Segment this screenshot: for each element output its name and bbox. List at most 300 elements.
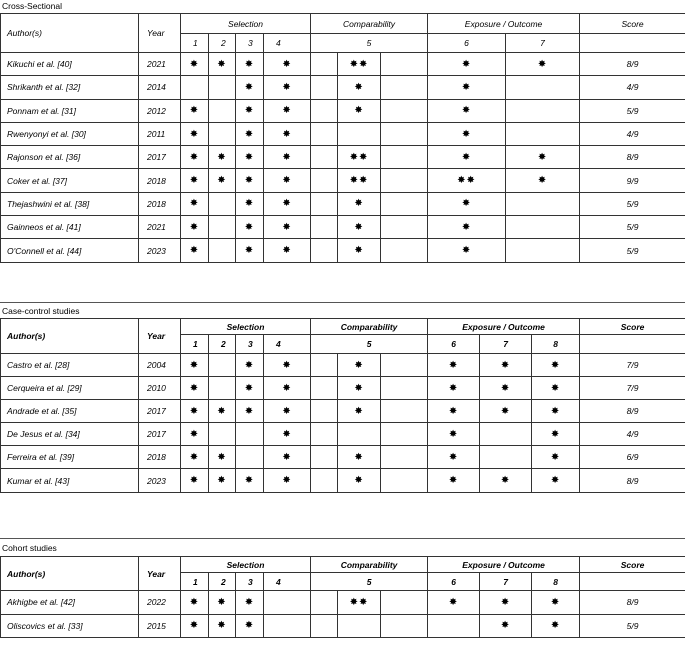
- author-cell: Gainneos et al. [41]: [1, 216, 139, 239]
- header-row: [1, 14, 685, 34]
- sub-6: 6: [428, 573, 480, 591]
- exposure-6-cell: [428, 377, 480, 400]
- col-exposure: Exposure / Outcome: [428, 557, 580, 573]
- year-cell: 2018: [139, 169, 181, 192]
- year-cell: 2004: [139, 354, 181, 377]
- author-cell: Ponnam et al. [31]: [1, 99, 139, 122]
- star-mark: ✸: [244, 128, 255, 140]
- table-row: [1, 354, 685, 377]
- col-author: Author(s): [1, 319, 139, 354]
- star-mark: ✸: [282, 221, 292, 233]
- sub-7: 7: [480, 573, 532, 591]
- star-mark: ✸: [500, 359, 511, 371]
- star-mark: ✸: [500, 382, 511, 394]
- author-cell: Rajonson et al. [36]: [1, 146, 139, 169]
- score-cell: 5/9: [580, 216, 685, 239]
- selection-1-cell: [181, 146, 209, 169]
- exposure-6-cell: [428, 169, 506, 192]
- section-divider: [0, 302, 685, 303]
- selection-4-cell: [264, 99, 311, 122]
- score-cell: 4/9: [580, 423, 685, 446]
- selection-1-cell: [181, 192, 209, 215]
- star-mark: ✸: [282, 428, 292, 440]
- sub-5: 5: [311, 335, 428, 354]
- selection-2-cell: [209, 614, 236, 638]
- star-mark: ✸: [189, 475, 200, 487]
- selection-3-cell: [236, 216, 264, 239]
- star-mark: ✸: [217, 175, 227, 187]
- selection-3-cell: [236, 122, 264, 145]
- sub-7: 7: [480, 335, 532, 354]
- star-mark: ✸: [354, 451, 364, 463]
- year-cell: 2018: [139, 446, 181, 469]
- star-mark: ✸: [217, 596, 227, 608]
- selection-2-cell: [209, 192, 236, 215]
- table-row: [1, 216, 685, 239]
- selection-4-cell: [264, 122, 311, 145]
- score-cell: 7/9: [580, 377, 685, 400]
- selection-3-cell: [236, 614, 264, 638]
- star-mark: ✸: [282, 382, 292, 394]
- star-mark: ✸: [461, 221, 472, 233]
- col-exposure: Exposure / Outcome: [428, 319, 580, 335]
- star-mark: ✸: [189, 382, 200, 394]
- star-mark: ✸: [354, 382, 364, 394]
- star-mark: ✸: [448, 475, 459, 487]
- case-control-table: [0, 318, 685, 493]
- col-year: Year: [139, 14, 181, 53]
- star-mark: ✸: [189, 198, 200, 210]
- selection-1-cell: [181, 614, 209, 638]
- star-mark: ✸: [189, 245, 200, 257]
- author-cell: Kikuchi et al. [40]: [1, 53, 139, 76]
- exposure-7-cell: [506, 192, 580, 215]
- exposure-6-cell: [428, 239, 506, 262]
- section-title-cohort: Cohort studies: [2, 543, 57, 553]
- star-mark: ✸: [461, 151, 472, 163]
- year-cell: 2022: [139, 591, 181, 615]
- col-author: Author(s): [1, 14, 139, 53]
- comparability-cell: [338, 614, 381, 638]
- col-score: Score: [580, 557, 685, 573]
- table-row: [1, 146, 685, 169]
- exposure-7-cell: [480, 354, 532, 377]
- star-mark: ✸: [550, 359, 561, 371]
- selection-3-cell: [236, 591, 264, 615]
- star-mark: ✸: [448, 428, 459, 440]
- sub-8: 8: [532, 573, 580, 591]
- selection-4-cell: [264, 354, 311, 377]
- selection-4-cell: [264, 400, 311, 423]
- exposure-7-cell: [506, 169, 580, 192]
- selection-3-cell: [236, 53, 264, 76]
- sub-4: 4: [264, 573, 311, 591]
- star-mark: ✸: [500, 475, 511, 487]
- year-cell: 2021: [139, 53, 181, 76]
- score-cell: 8/9: [580, 400, 685, 423]
- star-mark: ✸: [537, 151, 548, 163]
- exposure-6-cell: [428, 122, 506, 145]
- col-year: Year: [139, 319, 181, 354]
- star-mark: ✸: [217, 151, 227, 163]
- star-mark: ✸: [189, 175, 200, 187]
- exposure-6-cell: [428, 400, 480, 423]
- exposure-8-cell: [532, 400, 580, 423]
- col-exposure: Exposure / Outcome: [428, 14, 580, 34]
- score-cell: 4/9: [580, 122, 685, 145]
- table-row: [1, 53, 685, 76]
- table-row: [1, 192, 685, 215]
- star-mark: ✸: [448, 359, 459, 371]
- selection-3-cell: [236, 469, 264, 492]
- selection-3-cell: [236, 239, 264, 262]
- star-mark: ✸: [448, 451, 459, 463]
- star-mark: ✸: [537, 175, 548, 187]
- exposure-7-cell: [480, 591, 532, 615]
- author-cell: Thejashwini et al. [38]: [1, 192, 139, 215]
- selection-1-cell: [181, 354, 209, 377]
- selection-4-cell: [264, 216, 311, 239]
- year-cell: 2018: [139, 192, 181, 215]
- exposure-7-cell: [480, 423, 532, 446]
- cross-sectional-table: [0, 13, 685, 263]
- score-cell: 5/9: [580, 614, 685, 638]
- exposure-6-cell: [428, 146, 506, 169]
- star-mark: ✸: [550, 451, 561, 463]
- score-cell: 5/9: [580, 239, 685, 262]
- sub-3: 3: [236, 573, 264, 591]
- star-mark: ✸: [282, 105, 292, 117]
- comparability-cell: [338, 591, 381, 615]
- star-mark: ✸: [461, 105, 472, 117]
- star-mark: ✸: [354, 245, 364, 257]
- star-mark: ✸: [217, 620, 227, 632]
- star-mark: ✸: [244, 151, 255, 163]
- star-mark: ✸: [217, 58, 227, 70]
- selection-4-cell: [264, 377, 311, 400]
- selection-4-cell: [264, 146, 311, 169]
- comparability-cell: [338, 99, 381, 122]
- exposure-7-cell: [480, 377, 532, 400]
- selection-2-cell: [209, 354, 236, 377]
- sub-5: 5: [311, 34, 428, 53]
- star-mark: ✸: [189, 405, 200, 417]
- col-year: Year: [139, 557, 181, 591]
- author-cell: Ferreira et al. [39]: [1, 446, 139, 469]
- author-cell: Rwenyonyi et al. [30]: [1, 122, 139, 145]
- exposure-6-cell: [428, 53, 506, 76]
- star-mark: ✸: [189, 105, 200, 117]
- selection-3-cell: [236, 99, 264, 122]
- selection-4-cell: [264, 76, 311, 99]
- star-mark: ✸: [244, 359, 255, 371]
- comparability-cell: [338, 469, 381, 492]
- score-cell: 4/9: [580, 76, 685, 99]
- selection-1-cell: [181, 377, 209, 400]
- star-mark: ✸: [282, 58, 292, 70]
- selection-2-cell: [209, 169, 236, 192]
- col-comparability: Comparability: [311, 14, 428, 34]
- selection-4-cell: [264, 239, 311, 262]
- star-mark: ✸: [354, 105, 364, 117]
- exposure-7-cell: [506, 99, 580, 122]
- exposure-8-cell: [532, 591, 580, 615]
- selection-4-cell: [264, 192, 311, 215]
- exposure-7-cell: [506, 216, 580, 239]
- selection-2-cell: [209, 591, 236, 615]
- sub-6: 6: [428, 335, 480, 354]
- author-cell: Cerqueira et al. [29]: [1, 377, 139, 400]
- exposure-6-cell: [428, 76, 506, 99]
- year-cell: 2012: [139, 99, 181, 122]
- selection-3-cell: [236, 146, 264, 169]
- year-cell: 2015: [139, 614, 181, 638]
- selection-2-cell: [209, 239, 236, 262]
- score-cell: 8/9: [580, 53, 685, 76]
- comparability-cell: [338, 122, 381, 145]
- star-mark: ✸: [550, 596, 561, 608]
- table-row: [1, 377, 685, 400]
- star-mark: ✸✸: [349, 58, 369, 70]
- table-row: [1, 591, 685, 615]
- star-mark: ✸: [244, 475, 255, 487]
- star-mark: ✸: [189, 620, 200, 632]
- exposure-7-cell: [506, 76, 580, 99]
- comparability-cell: [338, 192, 381, 215]
- selection-1-cell: [181, 446, 209, 469]
- exposure-6-cell: [428, 446, 480, 469]
- star-mark: ✸: [448, 382, 459, 394]
- score-cell: 8/9: [580, 591, 685, 615]
- exposure-8-cell: [532, 377, 580, 400]
- exposure-6-cell: [428, 216, 506, 239]
- selection-4-cell: [264, 469, 311, 492]
- year-cell: 2017: [139, 146, 181, 169]
- star-mark: ✸: [217, 451, 227, 463]
- cohort-table: [0, 556, 685, 638]
- star-mark: ✸✸: [457, 175, 476, 187]
- comparability-cell: [338, 354, 381, 377]
- star-mark: ✸: [189, 451, 200, 463]
- col-score: Score: [580, 319, 685, 335]
- star-mark: ✸: [461, 198, 472, 210]
- author-cell: Coker et al. [37]: [1, 169, 139, 192]
- header-row: [1, 557, 685, 573]
- sub-1: 1: [181, 573, 209, 591]
- star-mark: ✸: [189, 221, 200, 233]
- sub-2: 2: [209, 34, 236, 53]
- exposure-7-cell: [506, 53, 580, 76]
- star-mark: ✸: [189, 428, 200, 440]
- exposure-8-cell: [532, 446, 580, 469]
- selection-3-cell: [236, 423, 264, 446]
- comparability-cell: [338, 169, 381, 192]
- selection-1-cell: [181, 53, 209, 76]
- star-mark: ✸: [282, 128, 292, 140]
- year-cell: 2010: [139, 377, 181, 400]
- selection-3-cell: [236, 400, 264, 423]
- star-mark: ✸: [244, 221, 255, 233]
- score-cell: 5/9: [580, 192, 685, 215]
- star-mark: ✸: [189, 151, 200, 163]
- sub-4: 4: [264, 34, 311, 53]
- col-selection: Selection: [181, 319, 311, 335]
- star-mark: ✸: [550, 382, 561, 394]
- star-mark: ✸: [244, 405, 255, 417]
- selection-4-cell: [264, 53, 311, 76]
- table-row: [1, 239, 685, 262]
- selection-1-cell: [181, 99, 209, 122]
- sub-2: 2: [209, 335, 236, 354]
- exposure-8-cell: [532, 423, 580, 446]
- selection-3-cell: [236, 169, 264, 192]
- selection-1-cell: [181, 169, 209, 192]
- exposure-7-cell: [480, 614, 532, 638]
- selection-4-cell: [264, 423, 311, 446]
- star-mark: ✸: [189, 128, 200, 140]
- sub-7: 7: [506, 34, 580, 53]
- star-mark: ✸: [461, 245, 472, 257]
- star-mark: ✸: [244, 596, 255, 608]
- exposure-7-cell: [506, 239, 580, 262]
- star-mark: ✸: [217, 405, 227, 417]
- selection-4-cell: [264, 169, 311, 192]
- selection-2-cell: [209, 146, 236, 169]
- score-cell: 8/9: [580, 469, 685, 492]
- table-row: [1, 99, 685, 122]
- author-cell: De Jesus et al. [34]: [1, 423, 139, 446]
- comparability-cell: [338, 216, 381, 239]
- star-mark: ✸: [282, 175, 292, 187]
- star-mark: ✸: [217, 475, 227, 487]
- star-mark: ✸: [354, 359, 364, 371]
- sub-4: 4: [264, 335, 311, 354]
- author-cell: Andrade et al. [35]: [1, 400, 139, 423]
- star-mark: ✸: [448, 596, 459, 608]
- star-mark: ✸✸: [349, 596, 369, 608]
- star-mark: ✸: [189, 596, 200, 608]
- section-divider: [0, 538, 685, 539]
- selection-1-cell: [181, 216, 209, 239]
- selection-2-cell: [209, 122, 236, 145]
- star-mark: ✸: [244, 620, 255, 632]
- table-row: [1, 76, 685, 99]
- selection-4-cell: [264, 591, 311, 615]
- selection-2-cell: [209, 377, 236, 400]
- score-cell: 7/9: [580, 354, 685, 377]
- author-cell: Castro et al. [28]: [1, 354, 139, 377]
- author-cell: Oliscovics et al. [33]: [1, 614, 139, 638]
- year-cell: 2014: [139, 76, 181, 99]
- author-cell: Shrikanth et al. [32]: [1, 76, 139, 99]
- sub-1: 1: [181, 335, 209, 354]
- star-mark: ✸: [282, 151, 292, 163]
- selection-3-cell: [236, 192, 264, 215]
- selection-2-cell: [209, 99, 236, 122]
- sub-8: 8: [532, 335, 580, 354]
- star-mark: ✸: [354, 405, 364, 417]
- star-mark: ✸: [354, 198, 364, 210]
- comparability-cell: [338, 423, 381, 446]
- selection-1-cell: [181, 239, 209, 262]
- col-score: Score: [580, 14, 685, 34]
- sub-3: 3: [236, 34, 264, 53]
- sub-2: 2: [209, 573, 236, 591]
- exposure-6-cell: [428, 423, 480, 446]
- star-mark: ✸: [550, 405, 561, 417]
- selection-3-cell: [236, 377, 264, 400]
- star-mark: ✸: [244, 382, 255, 394]
- author-cell: Kumar et al. [43]: [1, 469, 139, 492]
- exposure-8-cell: [532, 354, 580, 377]
- star-mark: ✸: [282, 451, 292, 463]
- star-mark: ✸: [461, 81, 472, 93]
- exposure-8-cell: [532, 469, 580, 492]
- star-mark: ✸: [282, 198, 292, 210]
- exposure-6-cell: [428, 469, 480, 492]
- star-mark: ✸✸: [349, 175, 369, 187]
- star-mark: ✸: [500, 620, 511, 632]
- selection-2-cell: [209, 469, 236, 492]
- selection-3-cell: [236, 354, 264, 377]
- score-cell: 8/9: [580, 146, 685, 169]
- exposure-7-cell: [480, 400, 532, 423]
- selection-2-cell: [209, 53, 236, 76]
- star-mark: ✸: [354, 81, 364, 93]
- author-cell: O'Connell et al. [44]: [1, 239, 139, 262]
- sub-3: 3: [236, 335, 264, 354]
- selection-1-cell: [181, 122, 209, 145]
- selection-1-cell: [181, 400, 209, 423]
- sub-1: 1: [181, 34, 209, 53]
- comparability-cell: [338, 239, 381, 262]
- score-cell: 6/9: [580, 446, 685, 469]
- star-mark: ✸: [244, 105, 255, 117]
- year-cell: 2021: [139, 216, 181, 239]
- star-mark: ✸: [244, 58, 255, 70]
- selection-4-cell: [264, 446, 311, 469]
- comparability-cell: [338, 446, 381, 469]
- sub-5: 5: [311, 573, 428, 591]
- year-cell: 2017: [139, 400, 181, 423]
- exposure-8-cell: [532, 614, 580, 638]
- star-mark: ✸: [500, 405, 511, 417]
- star-mark: ✸: [448, 405, 459, 417]
- selection-1-cell: [181, 423, 209, 446]
- star-mark: ✸: [550, 620, 561, 632]
- exposure-6-cell: [428, 99, 506, 122]
- star-mark: ✸: [244, 81, 255, 93]
- year-cell: 2023: [139, 469, 181, 492]
- exposure-6-cell: [428, 591, 480, 615]
- star-mark: ✸: [500, 596, 511, 608]
- col-author: Author(s): [1, 557, 139, 591]
- year-cell: 2011: [139, 122, 181, 145]
- section-title-case-control: Case-control studies: [2, 306, 80, 316]
- selection-2-cell: [209, 76, 236, 99]
- exposure-6-cell: [428, 354, 480, 377]
- year-cell: 2017: [139, 423, 181, 446]
- star-mark: ✸: [354, 475, 364, 487]
- table-row: [1, 169, 685, 192]
- table-row: [1, 469, 685, 492]
- score-cell: 9/9: [580, 169, 685, 192]
- exposure-7-cell: [506, 146, 580, 169]
- table-row: [1, 614, 685, 638]
- star-mark: ✸: [244, 245, 255, 257]
- sub-6: 6: [428, 34, 506, 53]
- star-mark: ✸: [282, 245, 292, 257]
